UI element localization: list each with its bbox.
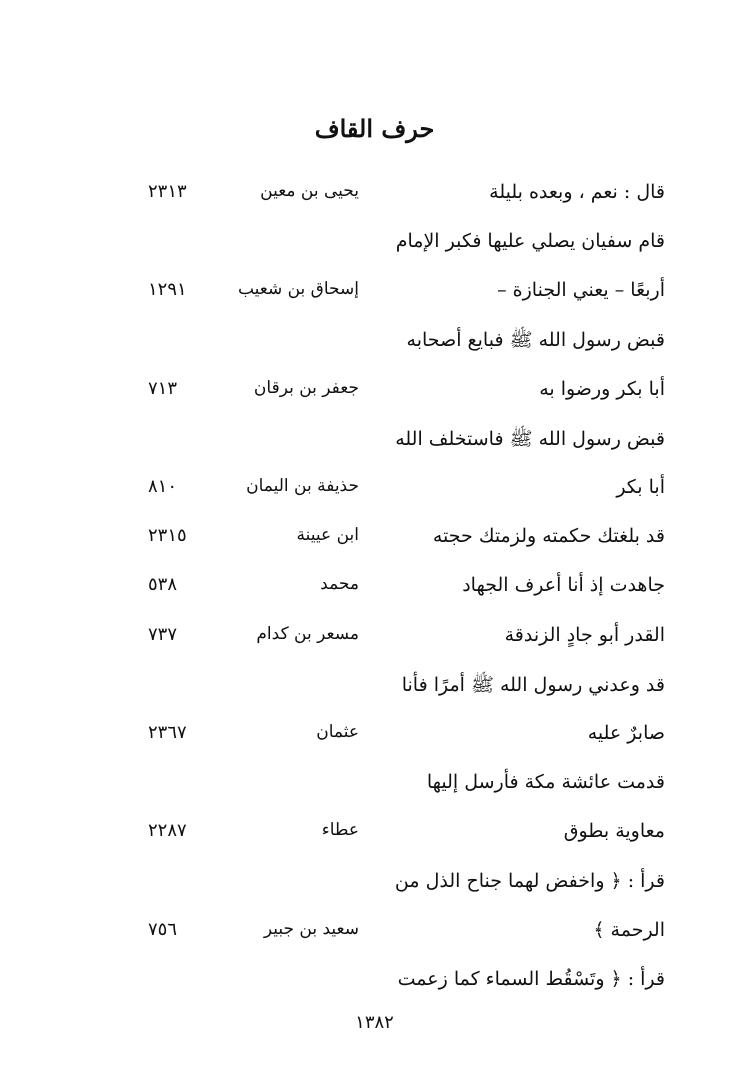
index-row (0, 378, 749, 418)
index-row (0, 624, 749, 664)
index-row (0, 230, 749, 270)
entry-text: أبا بكر ورضوا به (539, 378, 665, 400)
entry-text: قرأ : ﴿ وتَسْقُط السماء كما زعمت (397, 968, 665, 990)
entry-text: قد بلغتك حكمته ولزمتك حجته (432, 525, 665, 547)
entry-number: ٢٣١٣ (148, 181, 187, 202)
index-row (0, 279, 749, 319)
entry-number: ٧١٣ (148, 378, 178, 399)
entry-text: أبا بكر (616, 476, 665, 498)
entry-number: ٢٣٦٧ (148, 722, 187, 743)
entry-narrator: مسعر بن كدام (256, 624, 359, 644)
entry-text: قد وعدني رسول الله ﷺ أمرًا فأنا (401, 674, 665, 696)
entry-number: ٧٥٦ (148, 919, 178, 940)
entry-text: قدمت عائشة مكة فأرسل إليها (426, 771, 665, 793)
index-row (0, 328, 749, 368)
entry-number: ٥٣٨ (148, 574, 178, 595)
entry-narrator: جعفر بن برقان (253, 378, 359, 398)
index-row (0, 968, 749, 1008)
entry-text: قال : نعم ، وبعده بليلة (489, 181, 665, 203)
index-row (0, 476, 749, 516)
entry-number: ٧٣٧ (148, 624, 178, 645)
entry-narrator: حذيفة بن اليمان (246, 476, 359, 496)
index-row (0, 427, 749, 467)
entry-text: جاهدت إذ أنا أعرف الجهاد (462, 574, 665, 596)
entry-narrator: محمد (320, 574, 359, 594)
index-row (0, 722, 749, 762)
page-title: حرف القاف (314, 114, 435, 143)
entry-number: ٢٢٨٧ (148, 820, 187, 841)
index-row (0, 870, 749, 910)
index-row (0, 181, 749, 221)
entry-text: قام سفيان يصلي عليها فكبر الإمام (395, 230, 665, 252)
entry-text: القدر أبو جادٍ الزندقة (504, 624, 665, 646)
entry-text: أربعًا – يعني الجنازة – (497, 279, 665, 301)
entry-text: قرأ : ﴿ واخفض لهما جناح الذل من (394, 870, 665, 892)
entry-number: ٢٣١٥ (148, 525, 187, 546)
entry-text: الرحمة ﴾ (593, 919, 665, 941)
page-number: ١٣٨٢ (355, 1012, 394, 1033)
entry-text: قبض رسول الله ﷺ فبايع أصحابه (406, 329, 665, 351)
entry-narrator: عثمان (316, 722, 359, 742)
entry-number: ٨١٠ (148, 476, 178, 497)
entry-text: قبض رسول الله ﷺ فاستخلف الله (395, 428, 665, 450)
index-row (0, 771, 749, 811)
index-row (0, 525, 749, 565)
entry-narrator: ابن عيينة (296, 525, 359, 545)
index-row (0, 919, 749, 959)
entry-narrator: سعيد بن جبير (263, 919, 359, 939)
entry-text: معاوية بطوق (563, 820, 665, 842)
index-row (0, 574, 749, 614)
entry-narrator: عطاء (321, 820, 359, 840)
index-row (0, 820, 749, 860)
entry-text: صابرٌ عليه (587, 722, 665, 744)
entry-narrator: يحيى بن معين (260, 181, 359, 201)
index-row (0, 673, 749, 713)
entry-number: ١٢٩١ (148, 279, 187, 300)
entry-narrator: إسحاق بن شعيب (237, 279, 359, 299)
